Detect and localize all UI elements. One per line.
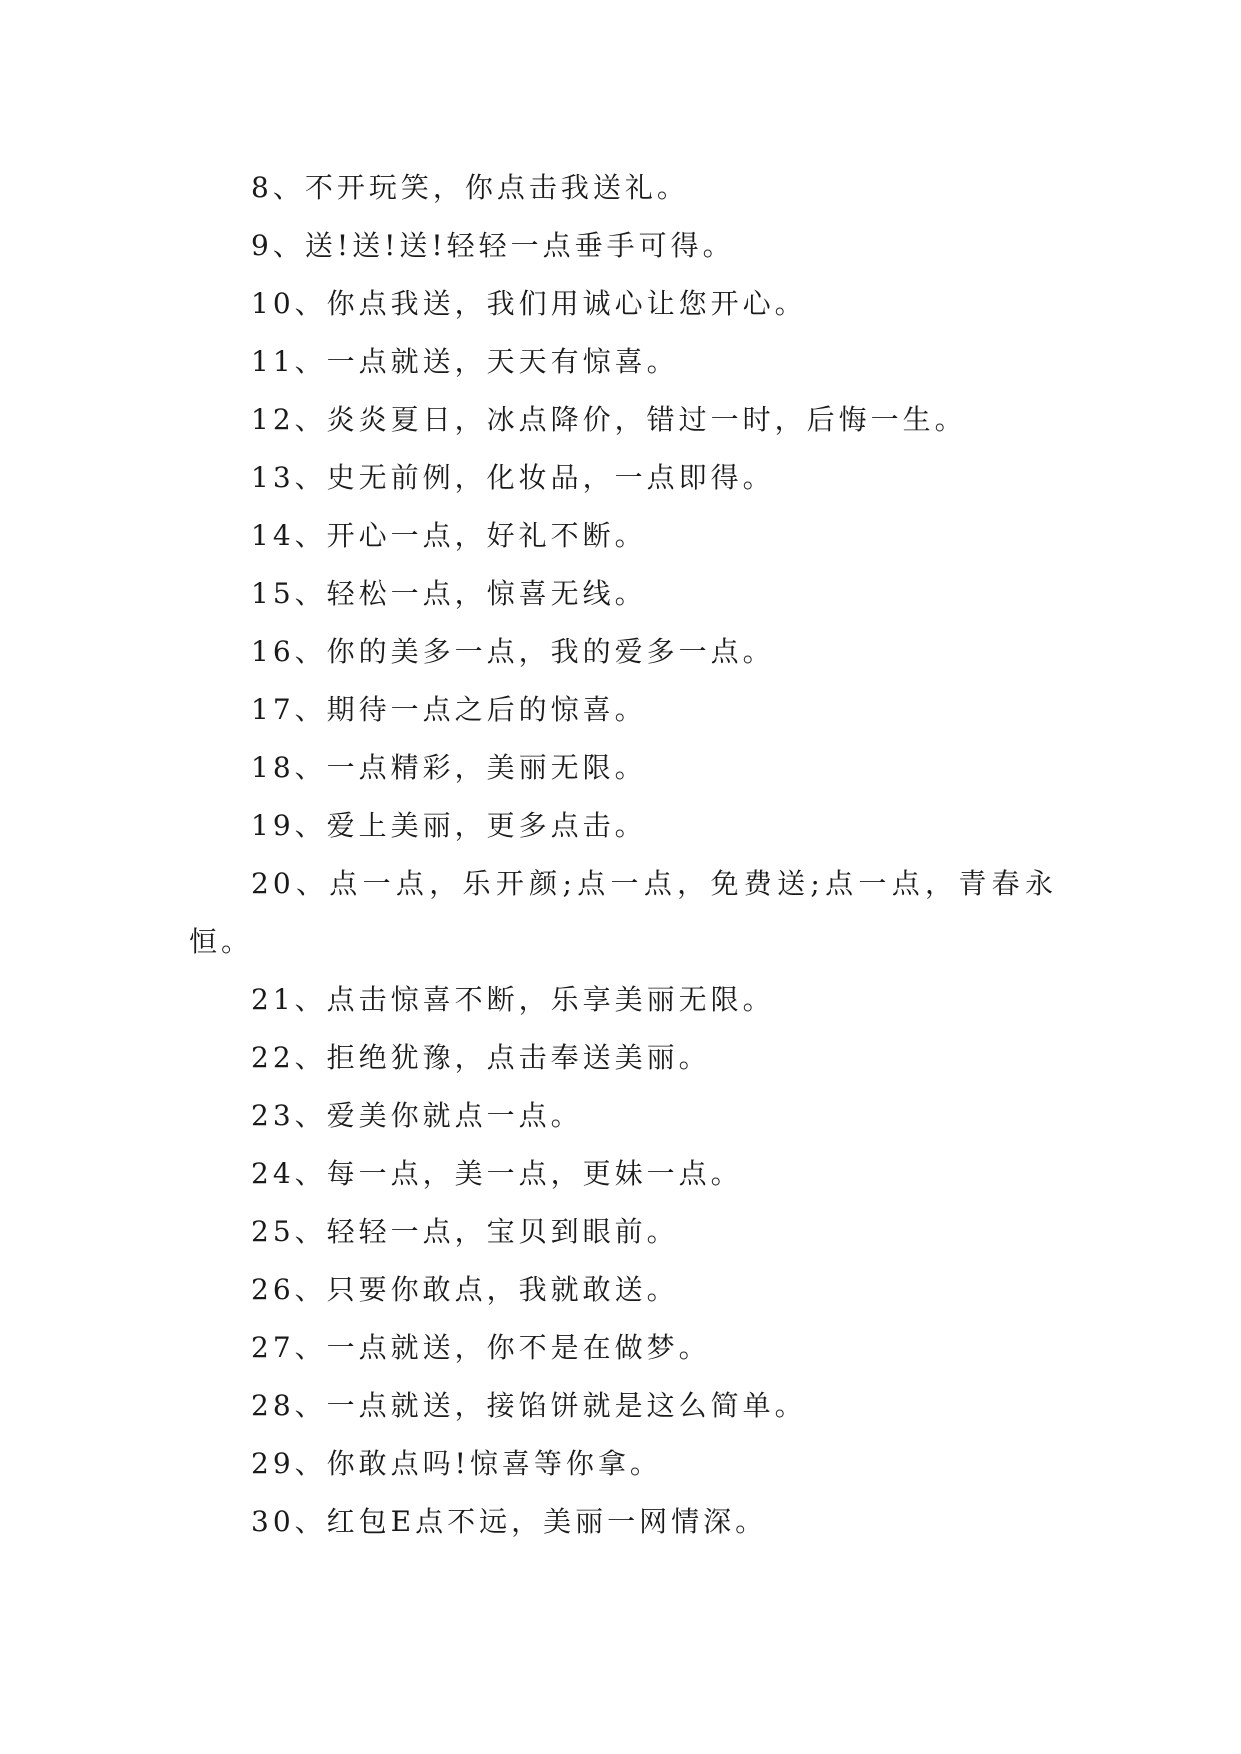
list-item: 21、点击惊喜不断，乐享美丽无限。 (251, 983, 775, 1016)
list-item: 14、开心一点，好礼不断。 (251, 519, 647, 552)
list-item: 20、点一点，乐开颜;点一点，免费送;点一点，青春永恒。 (189, 867, 1057, 958)
list-item: 22、拒绝犹豫，点击奉送美丽。 (251, 1041, 711, 1074)
list-item: 10、你点我送，我们用诚心让您开心。 (251, 287, 807, 320)
list-item: 23、爱美你就点一点。 (251, 1099, 583, 1132)
list-item: 8、不开玩笑，你点击我送礼。 (251, 171, 689, 204)
list-item: 17、期待一点之后的惊喜。 (251, 693, 647, 726)
list-item: 25、轻轻一点，宝贝到眼前。 (251, 1215, 679, 1248)
list-item: 28、一点就送，接馅饼就是这么简单。 (251, 1389, 807, 1422)
list-item: 9、送!送!送!轻轻一点垂手可得。 (251, 229, 735, 262)
list-item: 27、一点就送，你不是在做梦。 (251, 1331, 711, 1364)
list-item: 26、只要你敢点，我就敢送。 (251, 1273, 679, 1306)
list-item: 11、一点就送，天天有惊喜。 (251, 345, 679, 378)
list-item: 15、轻松一点，惊喜无线。 (251, 577, 647, 610)
list-item: 16、你的美多一点，我的爱多一点。 (251, 635, 775, 668)
list-item: 19、爱上美丽，更多点击。 (251, 809, 647, 842)
list-item: 29、你敢点吗!惊喜等你拿。 (251, 1447, 662, 1480)
list-item: 24、每一点，美一点，更妹一点。 (251, 1157, 743, 1190)
list-item: 30、红包E点不远，美丽一网情深。 (251, 1505, 768, 1538)
list-item: 13、史无前例，化妆品，一点即得。 (251, 461, 775, 494)
list-item: 18、一点精彩，美丽无限。 (251, 751, 647, 784)
document-body (189, 159, 1057, 1551)
list-item: 12、炎炎夏日，冰点降价，错过一时，后悔一生。 (251, 403, 967, 436)
